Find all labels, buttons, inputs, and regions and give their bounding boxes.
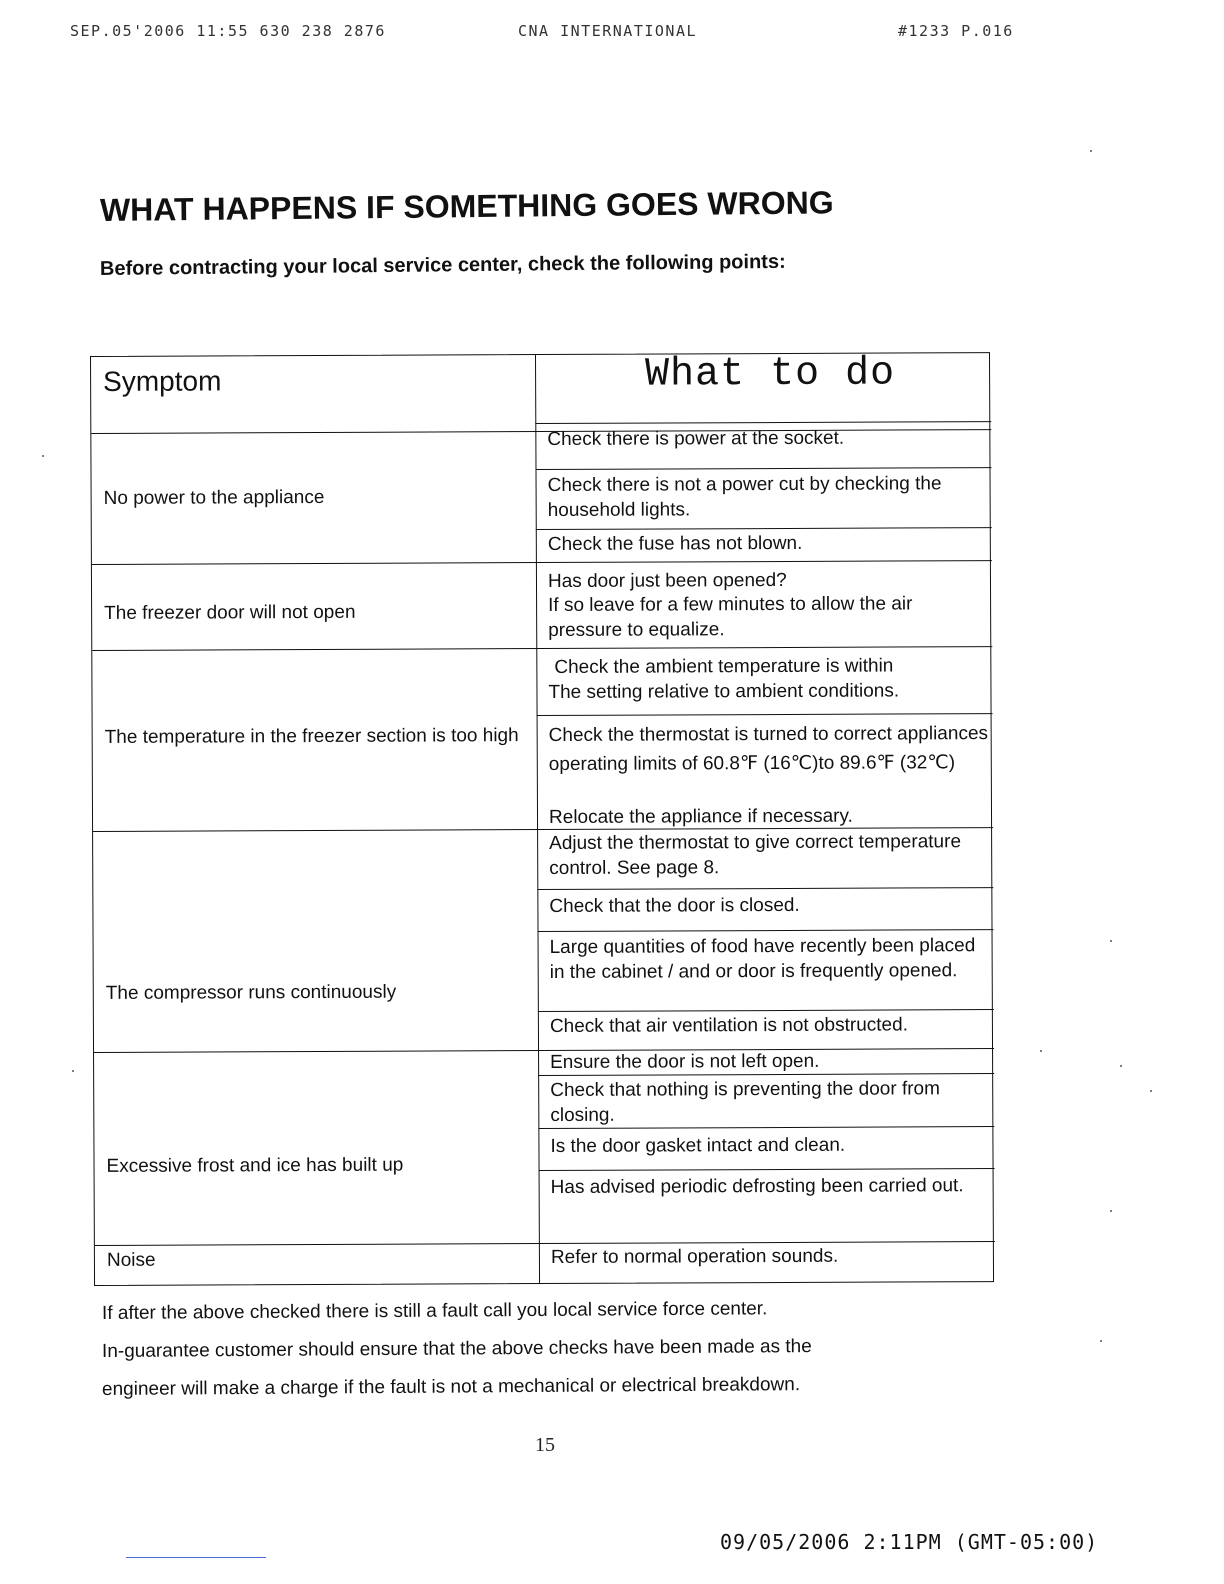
action-divider [535, 467, 991, 470]
action-check-ventilation: Check that air ventilation is not obstructed. [549, 1014, 909, 1037]
fax-header-sender: SEP.05'2006 11:55 630 238 2876 [70, 22, 386, 40]
action-divider [537, 887, 993, 890]
action-door-gasket: Is the door gasket intact and clean. [550, 1134, 846, 1157]
action-relocate-appliance: Relocate the appliance if necessary. [548, 805, 853, 829]
page-number: 15 [535, 1434, 555, 1456]
row-divider [92, 646, 992, 651]
scan-speck [1110, 940, 1112, 942]
footnote-line: In-guarantee customer should ensure that the above checks have been made as the [101, 1336, 812, 1362]
action-normal-operation-sounds: Refer to normal operation sounds. [550, 1245, 839, 1268]
scan-speck [1120, 1065, 1122, 1067]
troubleshooting-table [90, 352, 994, 1286]
fax-header-company: CNA INTERNATIONAL [518, 22, 698, 40]
action-divider [539, 1168, 995, 1171]
scan-speck [1040, 1050, 1042, 1052]
symptom-door-wont-open: The freezer door will not open [104, 601, 356, 624]
action-setting-relative-ambient: The setting relative to ambient conditions. [548, 680, 900, 704]
fax-header [0, 22, 1224, 42]
action-door-just-opened: Has door just been opened? [547, 569, 787, 593]
action-check-power-cut: Check there is not a power cut by checking the household lights. [547, 473, 942, 522]
action-door-not-left-open: Ensure the door is not left open. [550, 1050, 820, 1073]
action-divider [537, 713, 993, 716]
symptom-compressor-continuous: The compressor runs continuously [105, 981, 397, 1004]
scan-speck [1090, 150, 1092, 152]
fax-footer-timestamp: 09/05/2006 2:11PM (GMT-05:00) [720, 1530, 1099, 1554]
symptom-noise: Noise [106, 1249, 156, 1271]
action-check-socket-power: Check there is power at the socket. [547, 427, 845, 451]
footnote-line: engineer will make a charge if the fault is not a mechanical or electrical breakdown. [101, 1374, 801, 1400]
symptom-temperature-too-high: The temperature in the freezer section is too high [104, 725, 519, 748]
action-nothing-preventing-door: Check that nothing is preventing the door from closing. [550, 1078, 940, 1126]
action-check-door-closed: Check that the door is closed. [549, 894, 800, 918]
action-divider [535, 421, 991, 424]
page-title: WHAT HAPPENS IF SOMETHING GOES WRONG [99, 184, 834, 228]
row-divider [92, 560, 992, 565]
symptom-no-power: No power to the appliance [103, 486, 325, 509]
action-wait-pressure-equalize: If so leave for a few minutes to allow the air pressure to equalize. [548, 593, 913, 642]
symptom-column-header: Symptom [103, 365, 222, 397]
action-large-food-quantities: Large quantities of food have recently been placed in the cabinet / and or door is frequently opened. [549, 935, 976, 983]
footnote-line: If after the above checked there is still a fault call you local service force center. [101, 1298, 768, 1324]
column-divider [535, 355, 540, 1283]
action-check-thermostat-limits: Check the thermostat is turned to correct appliances operating limits of 60.8℉ (16℃)to 89.6℉ (32℃) [548, 723, 989, 776]
action-adjust-thermostat: Adjust the thermostat to give correct temperature control. See page 8. [549, 831, 962, 880]
page-subtitle: Before contracting your local service center, check the following points: [99, 250, 786, 280]
scan-speck [72, 1070, 74, 1072]
fax-header-page: #1233 P.016 [898, 22, 1014, 40]
action-check-ambient-temperature: Check the ambient temperature is within [554, 655, 894, 678]
decorative-underline [126, 1557, 266, 1558]
action-check-fuse: Check the fuse has not blown. [547, 532, 803, 556]
scan-speck [1110, 1210, 1112, 1212]
scan-speck [42, 455, 44, 457]
action-periodic-defrosting: Has advised periodic defrosting been carried out. [550, 1175, 964, 1198]
action-divider [538, 929, 994, 932]
action-column-header: What to do [644, 351, 896, 398]
scan-speck [1100, 1340, 1102, 1342]
scan-speck [1150, 1090, 1152, 1092]
symptom-excessive-frost: Excessive frost and ice has built up [106, 1154, 404, 1177]
